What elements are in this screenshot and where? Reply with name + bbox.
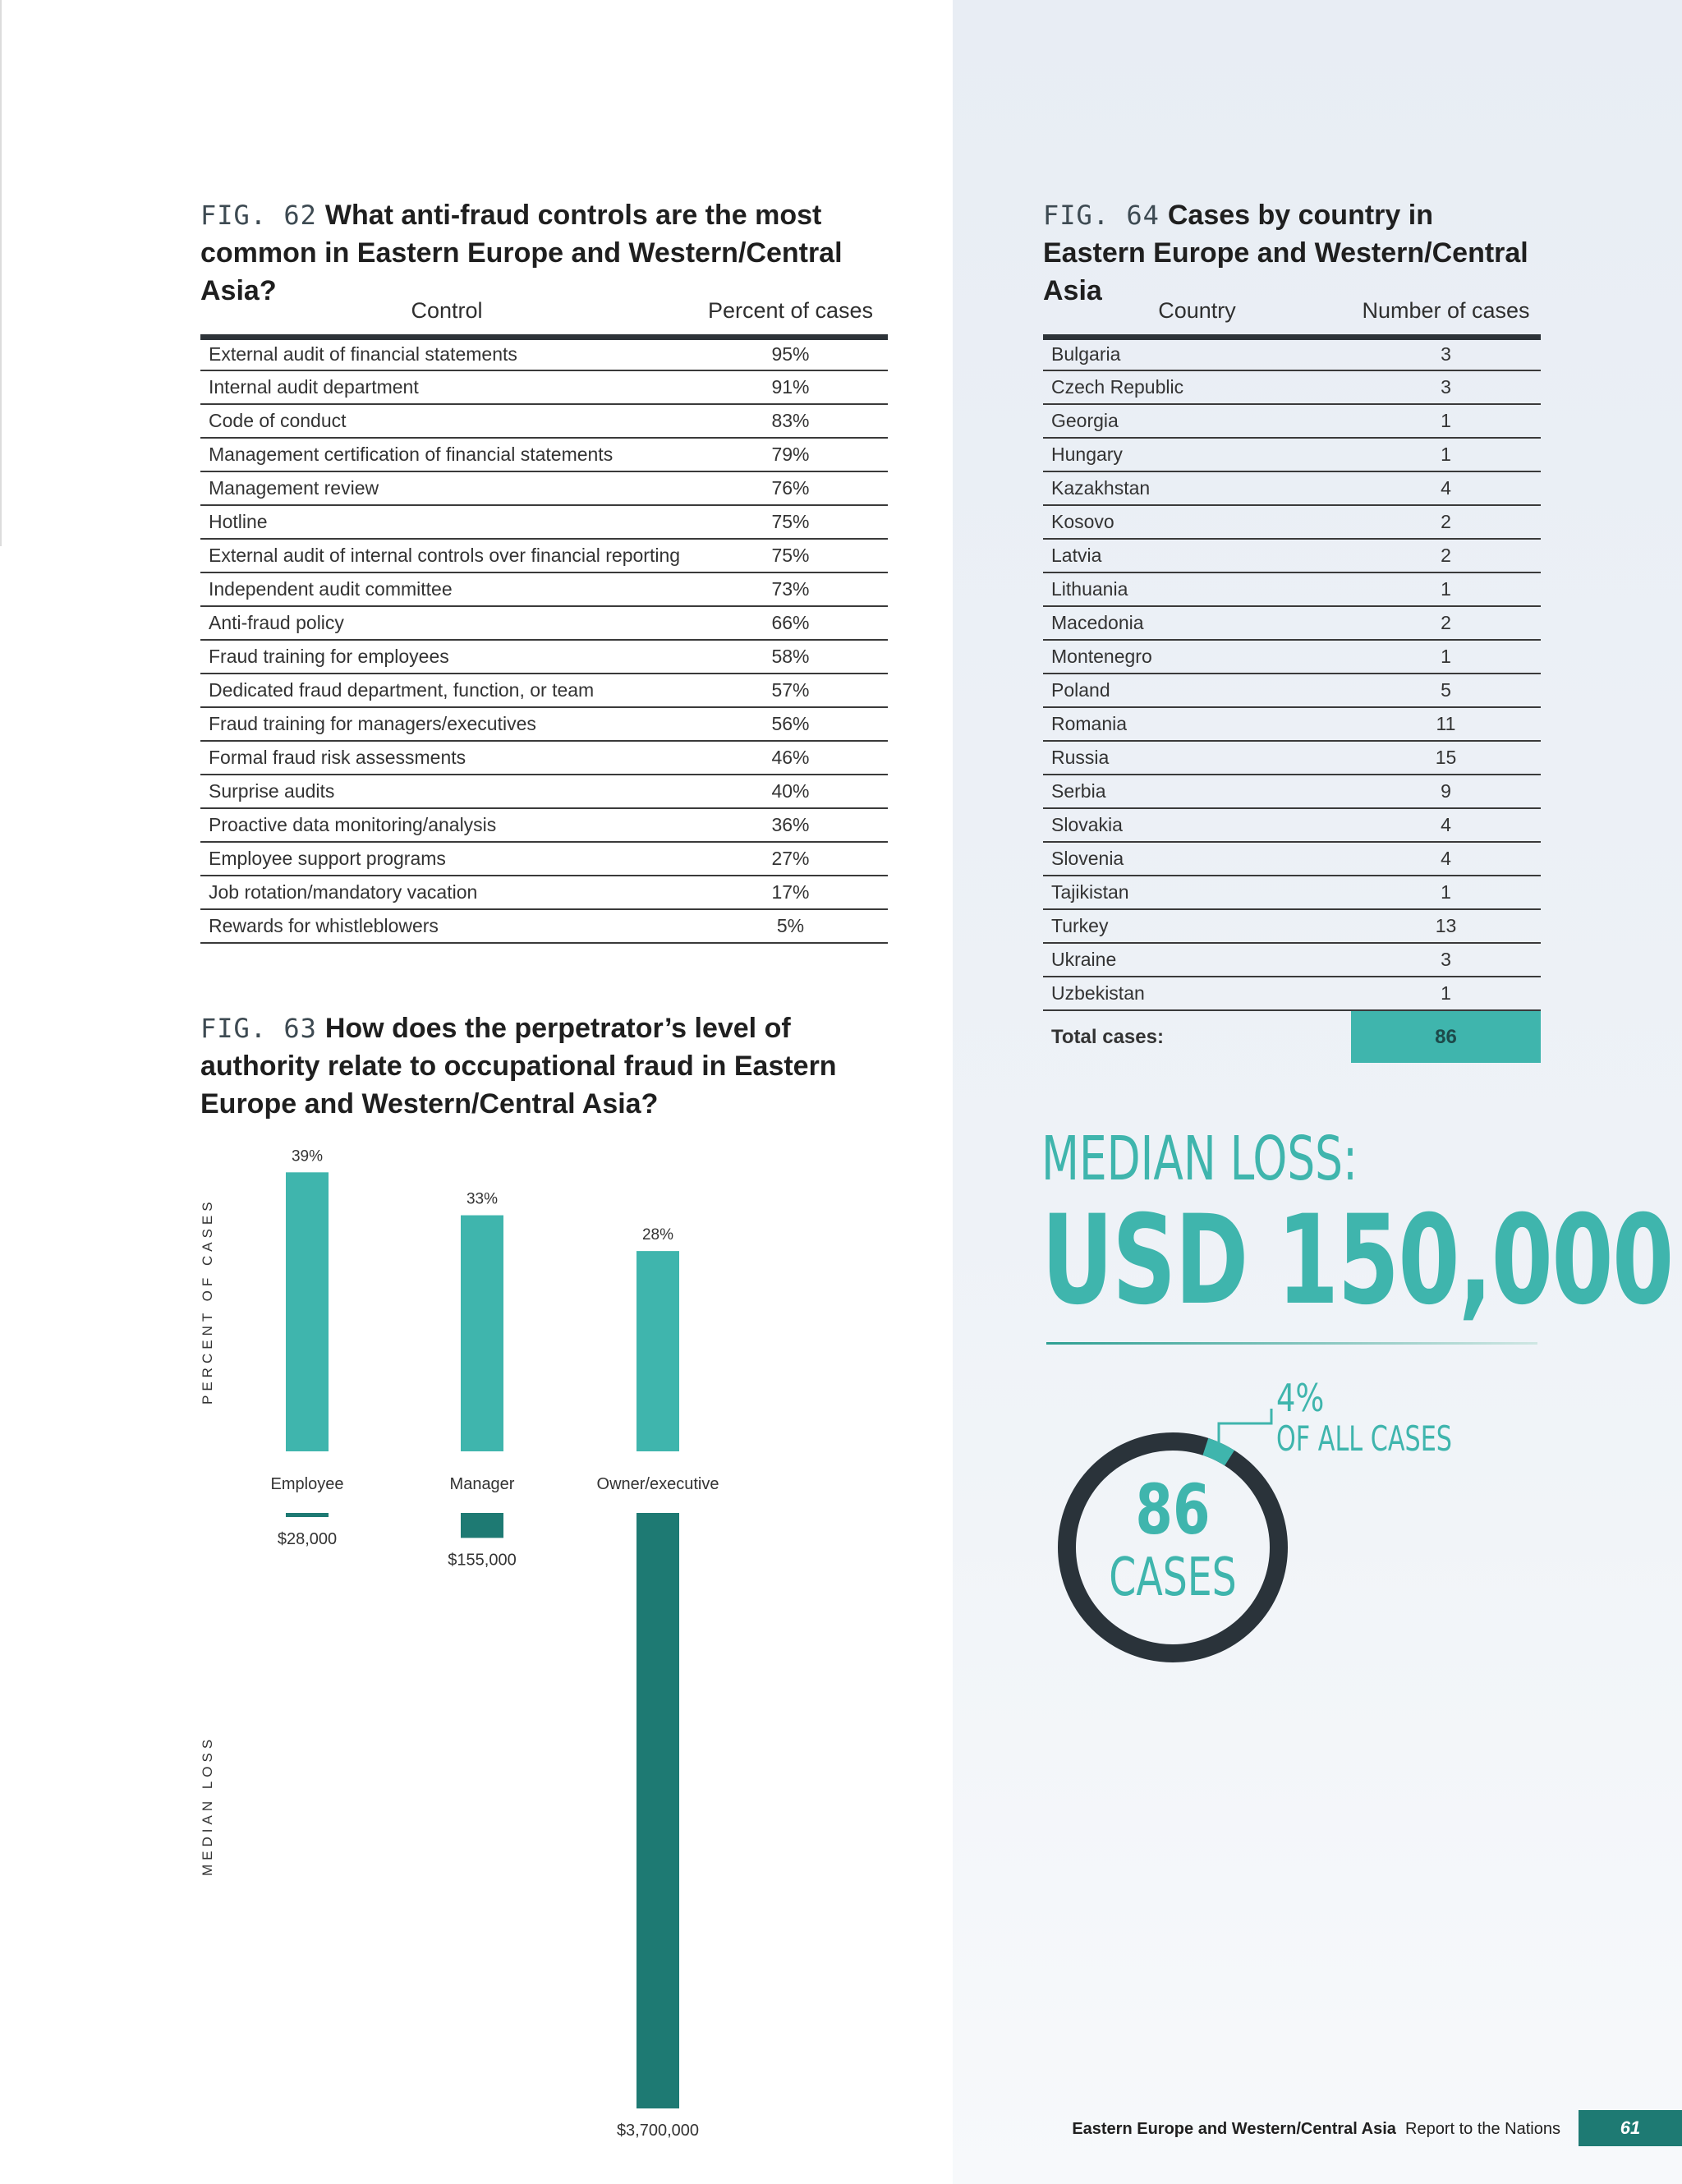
fig64-row-label: Montenegro bbox=[1043, 640, 1351, 674]
chart-ylabel-bottom: MEDIAN LOSS bbox=[200, 1735, 215, 1876]
share-text: OF ALL CASES bbox=[1276, 1418, 1453, 1460]
percent-bar bbox=[461, 1216, 503, 1451]
fig62-row bbox=[200, 707, 888, 741]
fig62-row-label: Fraud training for employees bbox=[200, 640, 693, 674]
fig62-row-value: 36% bbox=[693, 808, 888, 842]
fig62-row bbox=[200, 471, 888, 505]
fig62-row-label: Code of conduct bbox=[200, 404, 693, 438]
percent-bar bbox=[286, 1172, 329, 1451]
fig64-row-value: 1 bbox=[1351, 438, 1541, 471]
fig62-row-value: 79% bbox=[693, 438, 888, 471]
footer-region: Eastern Europe and Western/Central Asia bbox=[1072, 2120, 1396, 2138]
fig64-row bbox=[1043, 572, 1541, 606]
fig64-row-label: Georgia bbox=[1043, 404, 1351, 438]
fig64-row-value: 13 bbox=[1351, 909, 1541, 943]
fig62-row bbox=[200, 775, 888, 808]
fig64-row-label: Kazakhstan bbox=[1043, 471, 1351, 505]
median-loss-bar bbox=[286, 1513, 329, 1517]
fig64-row-value: 2 bbox=[1351, 505, 1541, 539]
fig63-marks bbox=[271, 1147, 719, 2140]
footer-report: Report to the Nations bbox=[1405, 2120, 1560, 2138]
fig64-row bbox=[1043, 741, 1541, 775]
fig62-row-value: 56% bbox=[693, 707, 888, 741]
fig63-question: How does the perpetrator’s level of authority relate to occupational fraud in Eastern Europe and Western/Central Asia? bbox=[200, 1013, 837, 1120]
fig64-row-value: 15 bbox=[1351, 741, 1541, 775]
fig62-row-value: 5% bbox=[693, 909, 888, 943]
fig64-row bbox=[1043, 640, 1541, 674]
fig62-row bbox=[200, 539, 888, 572]
fig62-row-value: 40% bbox=[693, 775, 888, 808]
fig64-row-label: Latvia bbox=[1043, 539, 1351, 572]
fig62-row-label: Rewards for whistleblowers bbox=[200, 909, 693, 943]
fig62-row-value: 95% bbox=[693, 337, 888, 370]
fig62-row bbox=[200, 842, 888, 876]
fig64-row-label: Turkey bbox=[1043, 909, 1351, 943]
fig64-row-value: 1 bbox=[1351, 977, 1541, 1010]
fig62-row-value: 27% bbox=[693, 842, 888, 876]
fig62-row-label: Management review bbox=[200, 471, 693, 505]
fig64-row-value: 4 bbox=[1351, 842, 1541, 876]
fig64-row bbox=[1043, 337, 1541, 370]
footer-title bbox=[1072, 2120, 1560, 2139]
page-footer bbox=[1043, 2110, 1682, 2151]
percent-bar-label: 33% bbox=[466, 1190, 499, 1208]
fig62-row-label: Management certification of financial statements bbox=[200, 438, 693, 471]
fig64-row-value: 3 bbox=[1351, 337, 1541, 370]
fig62-row-label: Anti-fraud policy bbox=[200, 606, 693, 640]
fig62-row bbox=[200, 640, 888, 674]
fig64-row bbox=[1043, 977, 1541, 1010]
fig64-total-row bbox=[1043, 1010, 1541, 1063]
fig62-row bbox=[200, 741, 888, 775]
category-label: Owner/executive bbox=[596, 1475, 719, 1493]
fig64-row-value: 11 bbox=[1351, 707, 1541, 741]
fig62-header-control: Control bbox=[200, 287, 693, 337]
percent-bar-label: 28% bbox=[641, 1226, 674, 1244]
fig64-row-label: Slovakia bbox=[1043, 808, 1351, 842]
fig64-header-country: Country bbox=[1043, 287, 1351, 337]
fig64-row-label: Uzbekistan bbox=[1043, 977, 1351, 1010]
fig62-row bbox=[200, 909, 888, 943]
percent-bar-label: 39% bbox=[291, 1147, 324, 1166]
fig62-row-label: Dedicated fraud department, function, or team bbox=[200, 674, 693, 707]
fig62-row-value: 57% bbox=[693, 674, 888, 707]
category-label: Manager bbox=[449, 1475, 515, 1493]
fig62-row bbox=[200, 404, 888, 438]
fig64-row bbox=[1043, 539, 1541, 572]
fig62-question: What anti-fraud controls are the most common in Eastern Europe and Western/Central Asia? bbox=[200, 200, 843, 306]
fig64-row-value: 3 bbox=[1351, 370, 1541, 404]
fig64-row bbox=[1043, 808, 1541, 842]
fig62-row-value: 75% bbox=[693, 539, 888, 572]
fig64-row bbox=[1043, 370, 1541, 404]
cases-donut bbox=[1035, 1380, 1528, 1692]
fig62-row-label: Job rotation/mandatory vacation bbox=[200, 876, 693, 909]
fig64-row bbox=[1043, 943, 1541, 977]
fig62-row-value: 58% bbox=[693, 640, 888, 674]
fig64-number: FIG. 64 bbox=[1043, 200, 1160, 231]
fig64-row-value: 9 bbox=[1351, 775, 1541, 808]
fig64-row bbox=[1043, 505, 1541, 539]
fig63-number: FIG. 63 bbox=[200, 1013, 317, 1044]
fig64-row bbox=[1043, 842, 1541, 876]
fig64-table bbox=[1043, 287, 1541, 1063]
median-loss-bar-label: $3,700,000 bbox=[616, 2122, 700, 2140]
category-label: Employee bbox=[270, 1475, 344, 1493]
fig62-row-value: 17% bbox=[693, 876, 888, 909]
fig62-row-label: Hotline bbox=[200, 505, 693, 539]
fig64-row-label: Macedonia bbox=[1043, 606, 1351, 640]
cases-number: 86 bbox=[1135, 1469, 1211, 1551]
fig64-row-value: 1 bbox=[1351, 876, 1541, 909]
fig64-question: Cases by country in Eastern Europe and Western/Central Asia bbox=[1043, 200, 1528, 306]
fig64-row bbox=[1043, 471, 1541, 505]
page-number: 61 bbox=[1579, 2110, 1682, 2146]
fig62-row-label: Internal audit department bbox=[200, 370, 693, 404]
fig64-row bbox=[1043, 438, 1541, 471]
median-loss-bar-label: $155,000 bbox=[448, 1551, 517, 1570]
fig64-row-label: Slovenia bbox=[1043, 842, 1351, 876]
fig64-row-label: Kosovo bbox=[1043, 505, 1351, 539]
fig64-row-label: Serbia bbox=[1043, 775, 1351, 808]
fig62-row-label: Surprise audits bbox=[200, 775, 693, 808]
fig62-row-label: External audit of internal controls over financial reporting bbox=[200, 539, 693, 572]
fig63-title bbox=[200, 1009, 890, 1123]
fig62-row-value: 73% bbox=[693, 572, 888, 606]
fig64-row-label: Poland bbox=[1043, 674, 1351, 707]
fig62-row-value: 66% bbox=[693, 606, 888, 640]
fig64-row-value: 2 bbox=[1351, 539, 1541, 572]
fig64-row-label: Romania bbox=[1043, 707, 1351, 741]
fig62-row bbox=[200, 370, 888, 404]
fig64-header-cases: Number of cases bbox=[1351, 287, 1541, 337]
fig62-row bbox=[200, 505, 888, 539]
fig62-table bbox=[200, 287, 888, 944]
page-edge-line bbox=[0, 0, 2, 546]
fig64-row bbox=[1043, 707, 1541, 741]
median-loss-bar bbox=[636, 1513, 679, 2108]
fig64-row-label: Russia bbox=[1043, 741, 1351, 775]
fig64-row-value: 1 bbox=[1351, 640, 1541, 674]
fig64-row-label: Bulgaria bbox=[1043, 337, 1351, 370]
fig64-row bbox=[1043, 909, 1541, 943]
fig62-row bbox=[200, 572, 888, 606]
fig64-row bbox=[1043, 674, 1541, 707]
fig62-row bbox=[200, 808, 888, 842]
fig62-row-label: Formal fraud risk assessments bbox=[200, 741, 693, 775]
fig62-body bbox=[200, 337, 888, 943]
fig62-row-value: 91% bbox=[693, 370, 888, 404]
fig64-row-value: 2 bbox=[1351, 606, 1541, 640]
fig62-row bbox=[200, 606, 888, 640]
fig62-row-value: 83% bbox=[693, 404, 888, 438]
share-percent: 4% bbox=[1276, 1380, 1325, 1421]
fig62-row-value: 76% bbox=[693, 471, 888, 505]
fig62-row bbox=[200, 337, 888, 370]
fig62-row bbox=[200, 674, 888, 707]
fig62-row-label: Independent audit committee bbox=[200, 572, 693, 606]
chart-ylabel-top: PERCENT OF CASES bbox=[200, 1198, 215, 1405]
fig64-row-value: 4 bbox=[1351, 808, 1541, 842]
median-loss-bar-label: $28,000 bbox=[277, 1530, 338, 1548]
fig64-row-label: Lithuania bbox=[1043, 572, 1351, 606]
fig64-total-label: Total cases: bbox=[1051, 1025, 1164, 1048]
fig62-number: FIG. 62 bbox=[200, 200, 317, 231]
fig62-row-label: Fraud training for managers/executives bbox=[200, 707, 693, 741]
fig64-row-value: 4 bbox=[1351, 471, 1541, 505]
fig62-row bbox=[200, 876, 888, 909]
donut-leader-line bbox=[1219, 1409, 1271, 1451]
fig64-row-value: 5 bbox=[1351, 674, 1541, 707]
fig64-row-value: 3 bbox=[1351, 943, 1541, 977]
fig64-row-label: Ukraine bbox=[1043, 943, 1351, 977]
fig62-row bbox=[200, 438, 888, 471]
fig62-row-label: Proactive data monitoring/analysis bbox=[200, 808, 693, 842]
fig62-row-value: 46% bbox=[693, 741, 888, 775]
percent-bar bbox=[636, 1251, 679, 1451]
fig64-row bbox=[1043, 606, 1541, 640]
cases-label: CASES bbox=[1109, 1547, 1237, 1608]
fig62-row-label: Employee support programs bbox=[200, 842, 693, 876]
fig64-total-value: 86 bbox=[1351, 1010, 1541, 1063]
summary-divider bbox=[1046, 1342, 1537, 1345]
fig64-row bbox=[1043, 775, 1541, 808]
fig64-body bbox=[1043, 337, 1541, 1010]
median-loss-label: MEDIAN LOSS: bbox=[1041, 1124, 1358, 1194]
fig64-row-label: Hungary bbox=[1043, 438, 1351, 471]
median-loss-bar bbox=[461, 1513, 503, 1538]
fig64-row-value: 1 bbox=[1351, 572, 1541, 606]
fig62-row-label: External audit of financial statements bbox=[200, 337, 693, 370]
fig62-header-percent: Percent of cases bbox=[693, 287, 888, 337]
fig64-row-value: 1 bbox=[1351, 404, 1541, 438]
fig64-row-label: Czech Republic bbox=[1043, 370, 1351, 404]
fig64-row-label: Tajikistan bbox=[1043, 876, 1351, 909]
fig64-row bbox=[1043, 876, 1541, 909]
fig62-row-value: 75% bbox=[693, 505, 888, 539]
fig64-row bbox=[1043, 404, 1541, 438]
median-loss-value: USD 150,000 bbox=[1041, 1189, 1673, 1332]
